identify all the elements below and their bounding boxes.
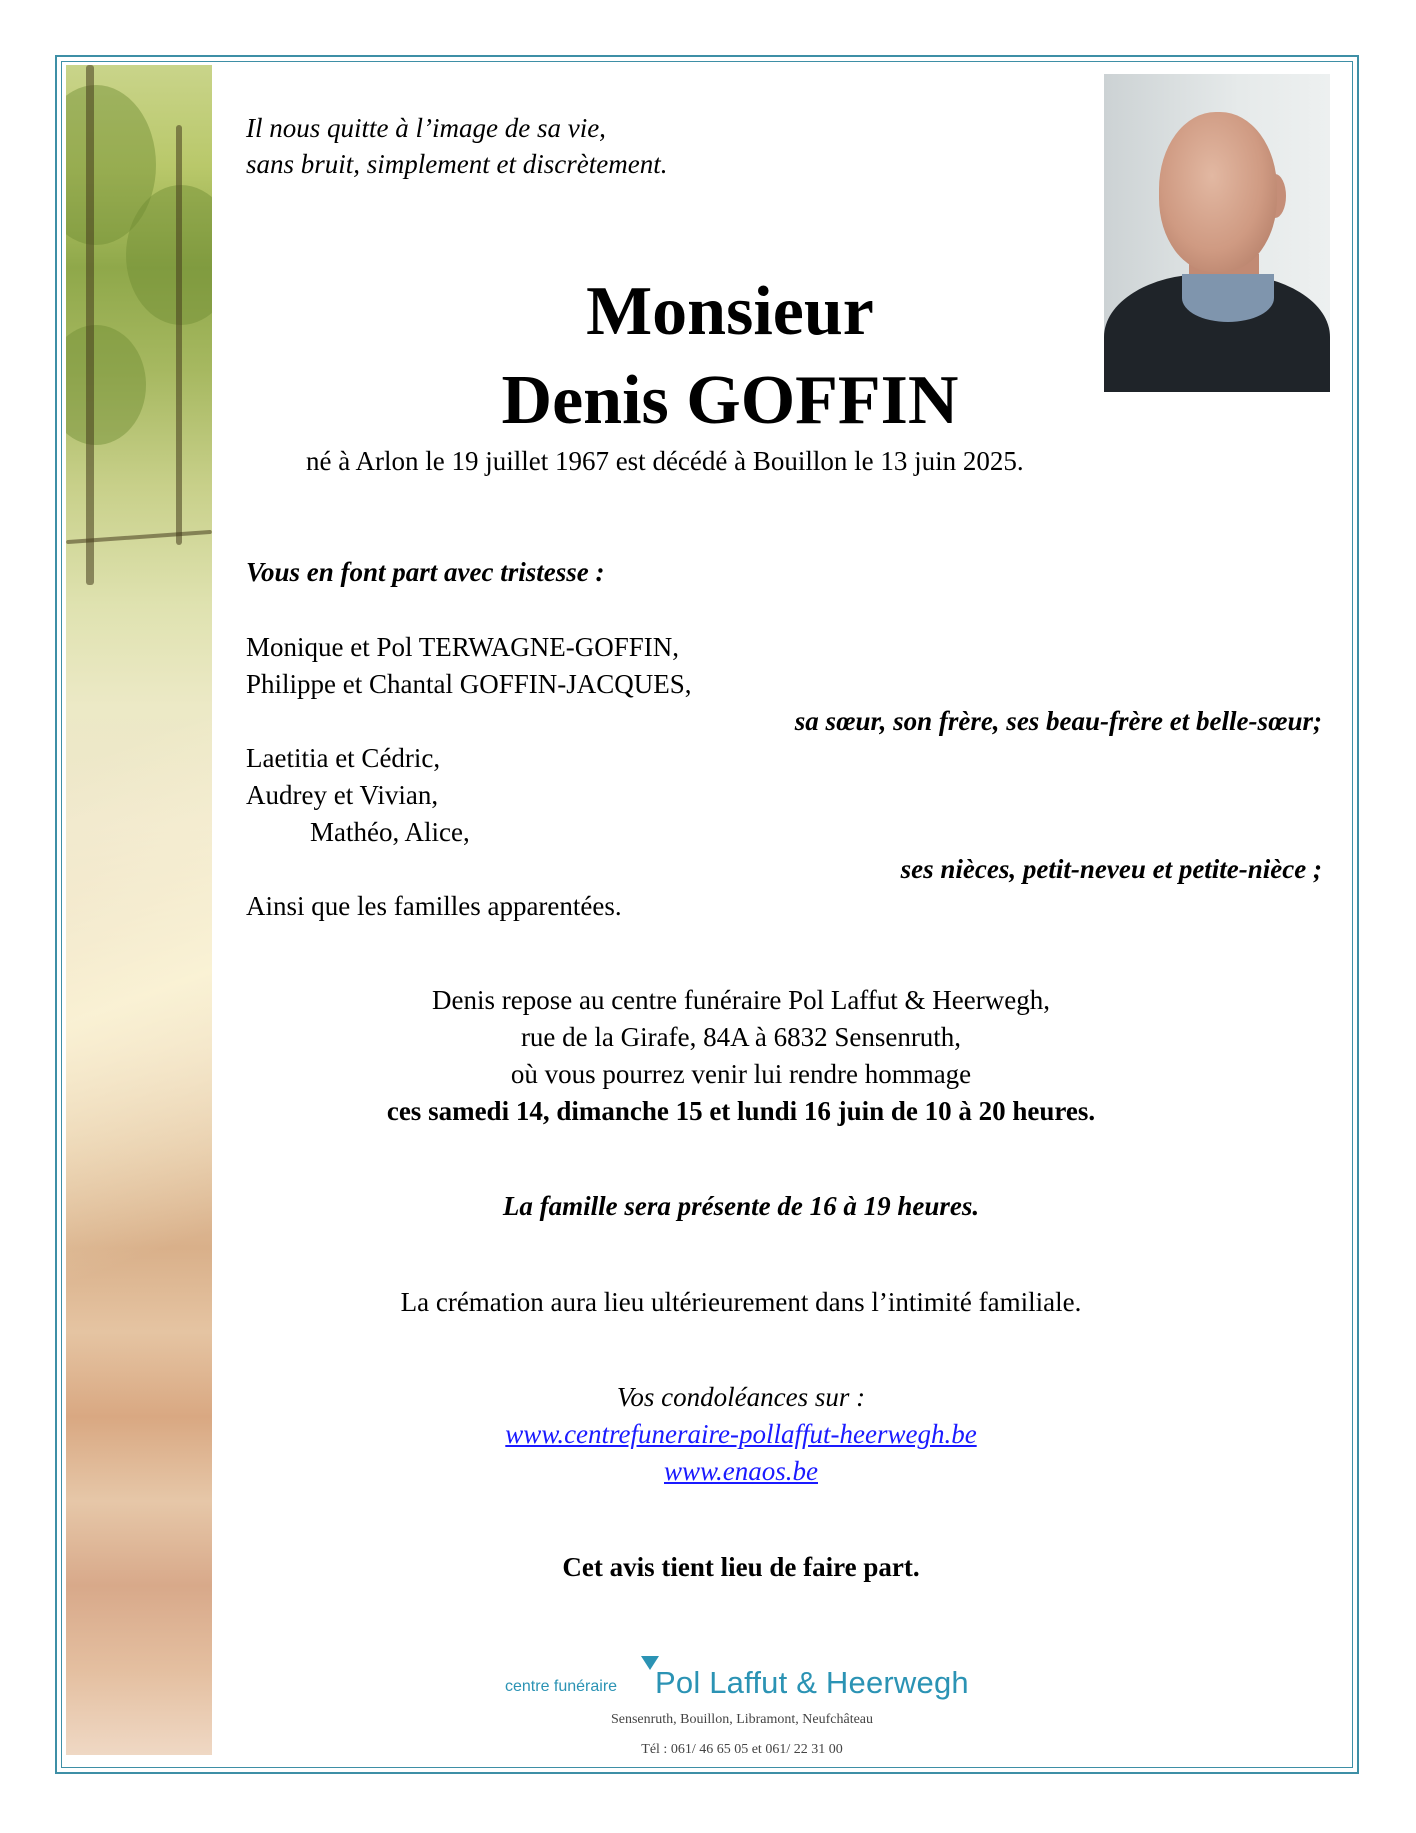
sibling-2: Philippe et Chantal GOFFIN-JACQUES, bbox=[246, 669, 692, 699]
visitation-line-1: Denis repose au centre funéraire Pol Laffut & Heerwegh, bbox=[432, 985, 1050, 1015]
visitation-line-2: rue de la Girafe, 84A à 6832 Sensenruth, bbox=[520, 1022, 962, 1052]
visitation-hours: ces samedi 14, dimanche 15 et lundi 16 juin de 10 à 20 heures. bbox=[386, 1096, 1096, 1126]
logo-title: Pol Laffut & Heerwegh bbox=[655, 1665, 969, 1700]
condolences-label: Vos condoléances sur : bbox=[616, 1382, 866, 1412]
niece-1: Laetitia et Cédric, bbox=[246, 743, 441, 773]
footer-phone: Tél : 061/ 46 65 05 et 061/ 22 31 00 bbox=[641, 1742, 843, 1757]
nieces-relation: ses nièces, petit-neveu et petite-nièce ; bbox=[900, 854, 1322, 884]
condolences-link-funeral-home[interactable]: www.centrefuneraire-pollaffut-heerwegh.be bbox=[505, 1419, 977, 1449]
cremation-note: La crémation aura lieu ultérieurement dans l’intimité familiale. bbox=[400, 1287, 1082, 1317]
epigraph-line-1: Il nous quitte à l’image de sa vie, bbox=[246, 113, 606, 143]
birth-death-dates: né à Arlon le 19 juillet 1967 est décédé à Bouillon le 13 juin 2025. bbox=[306, 446, 1024, 476]
footer-locations: Sensenruth, Bouillon, Libramont, Neufchâteau bbox=[610, 1712, 874, 1727]
visitation-line-3: où vous pourrez venir lui rendre hommage bbox=[510, 1059, 972, 1089]
niece-2: Audrey et Vivian, bbox=[246, 780, 439, 810]
family-intro: Vous en font part avec tristesse : bbox=[246, 557, 605, 587]
condolences-link-enaos[interactable]: www.enaos.be bbox=[664, 1456, 818, 1486]
grand-nephew-niece: Mathéo, Alice, bbox=[310, 817, 470, 847]
family-presence: La famille sera présente de 16 à 19 heures. bbox=[502, 1191, 980, 1221]
epigraph-line-2: sans bruit, simplement et discrètement. bbox=[246, 149, 668, 179]
closing-note: Cet avis tient lieu de faire part. bbox=[562, 1552, 920, 1582]
deceased-name: Denis GOFFIN bbox=[501, 362, 959, 439]
related-families: Ainsi que les familles apparentées. bbox=[246, 891, 622, 921]
sibling-1: Monique et Pol TERWAGNE-GOFFIN, bbox=[246, 632, 680, 662]
siblings-relation: sa sœur, son frère, ses beau-frère et belle-sœur; bbox=[794, 706, 1322, 736]
logo-subtitle: centre funéraire bbox=[505, 1678, 618, 1695]
honorific: Monsieur bbox=[586, 273, 874, 350]
